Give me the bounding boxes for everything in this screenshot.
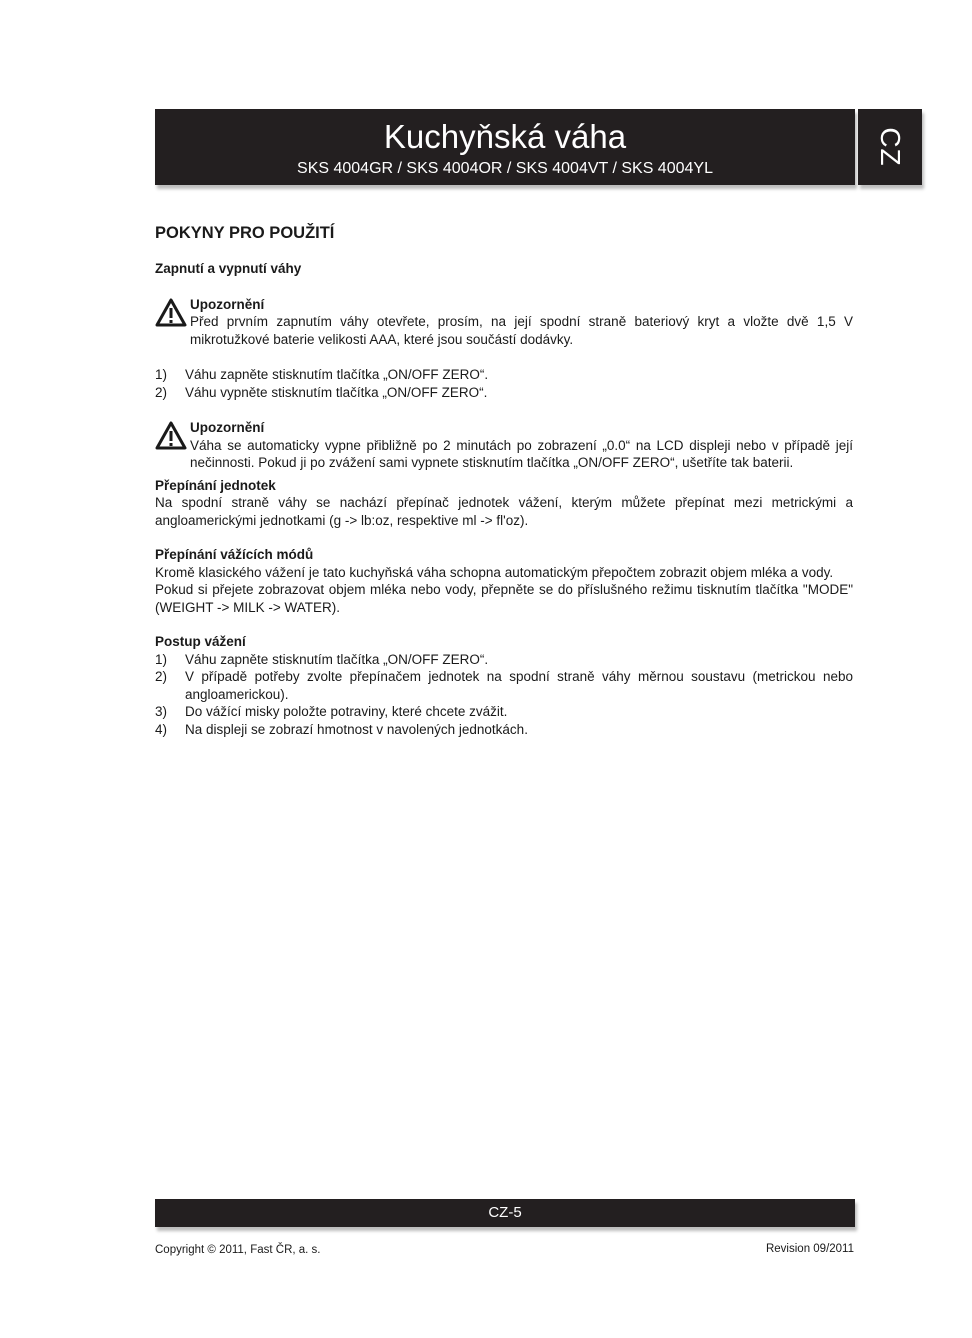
list-item: [155, 384, 853, 402]
list-text: Do vážící misky položte potraviny, které chcete zvážit.: [185, 704, 508, 719]
warning-triangle-icon: [155, 421, 187, 450]
document-body: [155, 222, 853, 738]
list-text: Váhu zapněte stisknutím tlačítka „ON/OFF ZERO“.: [185, 367, 489, 382]
model-numbers: SKS 4004GR / SKS 4004OR / SKS 4004VT / SKS 4004YL: [297, 160, 713, 177]
procedure-steps: [155, 651, 853, 739]
warning-block: [155, 419, 853, 472]
revision: Revision 09/2011: [765, 1243, 854, 1255]
subheading-procedure: Postup vážení: [155, 634, 246, 649]
footer-bar: [155, 1199, 855, 1227]
list-item: [155, 651, 853, 669]
list-number: 3): [155, 704, 168, 719]
warning-title: Upozornění: [190, 296, 265, 312]
page-title: Kuchyňská váha: [383, 118, 627, 155]
modes-text-2: Pokud si přejete zobrazovat objem mléka nebo vody, přepněte se do příslušného režimu tisknutím tlačítka "MODE" (WEIGHT -> MILK -> WATER).: [155, 582, 853, 615]
list-text: Na displeji se zobrazí hmotnost v navolených jednotkách.: [185, 721, 528, 737]
list-number: 4): [155, 721, 168, 737]
list-item: [155, 366, 853, 384]
list-text: Váhu vypněte stisknutím tlačítka „ON/OFF ZERO“.: [185, 384, 488, 400]
list-item: [155, 721, 853, 739]
language-code: CZ: [875, 127, 906, 167]
modes-text-1: Kromě klasického vážení je tato kuchyňská váha schopna automatickým přepočtem zobrazit objem mléka a vody.: [155, 564, 834, 580]
list-text: V případě potřeby zvolte přepínačem jednotek na spodní straně váhy měrnou soustavu (metrickou nebo angloamerickou).: [185, 669, 853, 702]
header-bar: [155, 109, 855, 185]
copyright: Copyright © 2011, Fast ČR, a. s.: [155, 1244, 321, 1256]
subheading-power: Zapnutí a vypnutí váhy: [155, 261, 302, 276]
warning-text: Váha se automaticky vypne přibližně po 2 minutách po zobrazení „0.0“ na LCD displeji nebo v případě její nečinnosti. Pokud ji po zvážení sami vypnete stisknutím tlačítka „ON/OFF ZERO“, ušetříte tak baterii.: [190, 437, 853, 470]
language-tab: [858, 109, 922, 185]
subheading-modes: Přepínání vážících módů: [155, 547, 314, 562]
warning-triangle-icon: [155, 298, 187, 327]
subheading-units: Přepínání jednotek: [155, 477, 276, 493]
section-heading: POKYNY PRO POUŽITÍ: [155, 224, 335, 242]
list-item: [155, 668, 853, 703]
units-text: Na spodní straně váhy se nachází přepínač jednotek vážení, kterým můžete přepínat mezi metrickými a angloamerickými jednotkami (g -> lb:oz, respektive ml -> fl'oz).: [155, 495, 853, 528]
list-number: 2): [155, 384, 168, 400]
list-number: 1): [155, 367, 168, 382]
warning-block: [155, 296, 853, 349]
list-number: 1): [155, 651, 168, 667]
list-item: [155, 703, 853, 721]
page-number: CZ-5: [488, 1204, 522, 1221]
list-number: 2): [155, 669, 168, 684]
warning-text: Před prvním zapnutím váhy otevřete, prosím, na její spodní straně bateriový kryt a vložte dvě 1,5 V mikrotužkové baterie velikosti AAA, které jsou součástí dodávky.: [190, 314, 853, 347]
warning-title: Upozornění: [190, 420, 265, 435]
power-steps: [155, 366, 853, 401]
list-text: Váhu zapněte stisknutím tlačítka „ON/OFF ZERO“.: [185, 651, 489, 667]
